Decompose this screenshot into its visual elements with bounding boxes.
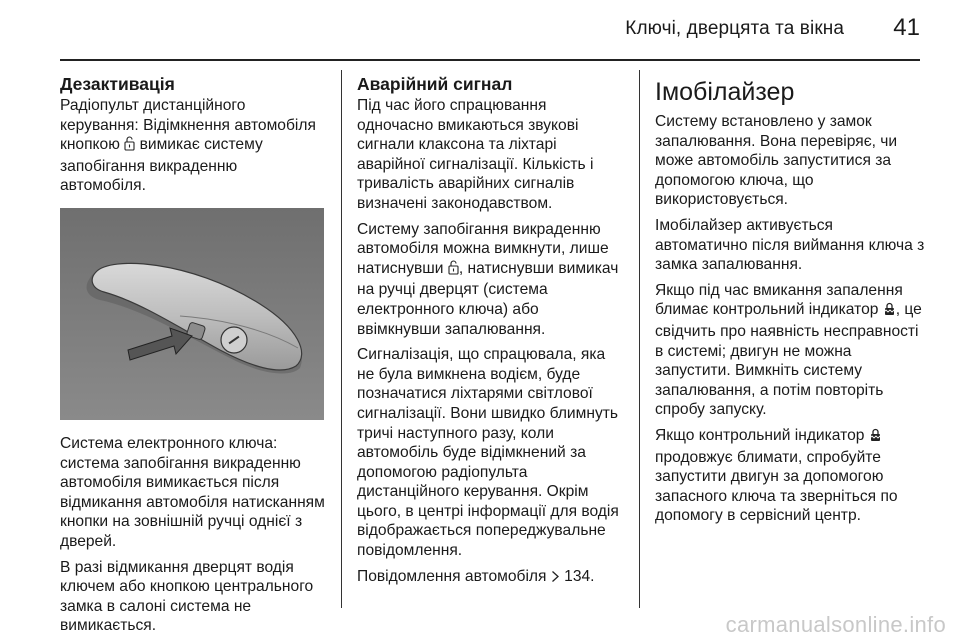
section-heading-immobiliser: Імобілайзер (655, 78, 795, 106)
column-alarm (357, 74, 625, 594)
paragraph-text: Якщо контрольний індикатор (655, 426, 869, 444)
paragraph-immobiliser-description: Систему встановлено у замок запалювання. Вона перевіряє, чи може автомобіль запуститися за допомогою ключа, що використовується. (655, 113, 898, 209)
door-handle-illustration (60, 208, 324, 420)
paragraph-text: , це свідчить про наявність несправності в системі; двигун не можна запустити. Вимкніть систему запалювання, а потім повторіть спробу запуску. (655, 301, 922, 419)
paragraph-alarm-triggered: Сигналізація, що спрацювала, яка не була вимкнена водієм, буде позначатися ліхтарями світлової сигналізації. Вони швидко блимнуть тричі наступного разу, коли автомобіль буде відімкнений за допомогою радіопульта дистанційного керування. Окрім цього, в центрі інформації для водія відображається попереджувальне повідомлення. (357, 346, 619, 560)
paragraph-text: Систему запобігання викраденню автомобіля можна вимкнути, лише натиснувши (357, 220, 609, 277)
page-title: Ключі, дверцята та вікна (625, 18, 844, 39)
paragraph-remote-deactivation (60, 96, 326, 196)
paragraph-text: вимикає систему запобігання викраденню автомобіля. (60, 136, 263, 195)
column-immobiliser (655, 74, 927, 532)
paragraph-text: , натиснувши вимикач на ручці дверцят (система електронного ключа) або ввімкнувши запалювання. (357, 259, 619, 338)
unlock-icon (124, 136, 135, 157)
section-heading-alarm: Аварійний сигнал (357, 74, 513, 94)
paragraph-vehicle-messages-ref (357, 567, 625, 589)
paragraph-alarm-switch-off (357, 220, 625, 340)
paragraph-text: Радіопульт дистанційного керування: Відімкнення автомобіля кнопкою (60, 97, 316, 154)
unlock-icon (448, 260, 459, 281)
paragraph-text: Повідомлення автомобіля (357, 567, 551, 585)
watermark-text: carmanualsonline.info (725, 612, 946, 637)
column-divider (639, 70, 640, 608)
immobilizer-indicator-icon (883, 302, 896, 322)
paragraph-text: Якщо під час вмикання запалення блимає контрольний індикатор (655, 281, 903, 319)
page-number: 41 (893, 14, 920, 41)
paragraph-keyless-deactivation: Система електронного ключа: система запобігання викраденню автомобіля вимикається після відмикання автомобіля натисканням кнопки на зовнішній ручці однієї з дверей. (60, 434, 325, 550)
immobilizer-indicator-icon (869, 428, 882, 448)
paragraph-alarm-description: Під час його спрацювання одночасно вмикаються звукові сигнали клаксона та ліхтарі аварійної сигналізації. Кількість і тривалість аварійних сигналів визначені законодавством. (357, 97, 594, 212)
paragraph-immobiliser-activation: Імобілайзер активується автоматично після виймання ключа з замка запалювання. (655, 216, 925, 274)
paragraph-text: 134. (559, 567, 595, 585)
paragraph-indicator-flashing (655, 281, 927, 420)
column-divider (341, 70, 342, 608)
page-header (0, 0, 960, 62)
paragraph-indicator-continues (655, 426, 927, 526)
section-heading-deactivation: Дезактивація (60, 74, 175, 94)
page-reference-icon (551, 569, 560, 589)
column-deactivation (60, 74, 326, 642)
paragraph-driver-door-note: В разі відмикання дверцят водія ключем або кнопкою центрального замка в салоні система не вимикається. (60, 558, 314, 635)
paragraph-text: продовжує блимати, спробуйте запустити двигун за допомогою запасного ключа та зверніться по допомогу в сервісний центр. (655, 448, 898, 525)
header-divider (60, 59, 920, 61)
